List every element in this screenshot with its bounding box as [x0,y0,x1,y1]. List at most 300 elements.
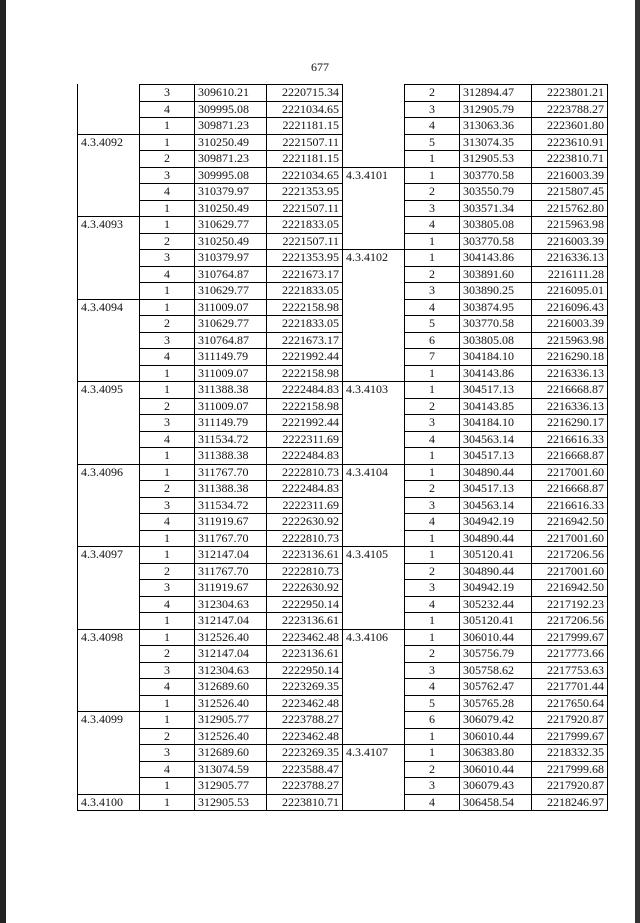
y-coordinate-cell: 2215762.80 [532,200,608,217]
point-number-cell: 2 [405,481,460,498]
parcel-id-cell [78,250,140,267]
parcel-id-cell: 4.3.4106 [343,629,405,646]
table-row [343,778,608,795]
y-coordinate-cell: 2223588.47 [267,761,343,778]
parcel-id-cell [78,563,140,580]
parcel-id-cell [343,646,405,663]
x-coordinate-cell: 311767.70 [195,530,267,547]
table-row [78,679,343,696]
table-row [343,563,608,580]
table-row [78,382,343,399]
table-row [343,184,608,201]
parcel-id-cell [78,613,140,630]
parcel-id-cell [343,118,405,135]
point-number-cell: 1 [405,365,460,382]
parcel-id-cell [343,481,405,498]
x-coordinate-cell: 311919.67 [195,514,267,531]
parcel-id-cell [343,365,405,382]
x-coordinate-cell: 312526.40 [195,728,267,745]
x-coordinate-cell: 305758.62 [460,662,532,679]
point-number-cell: 6 [405,332,460,349]
x-coordinate-cell: 313074.59 [195,761,267,778]
parcel-id-cell [343,563,405,580]
point-number-cell: 4 [140,266,195,283]
x-coordinate-cell: 304184.10 [460,415,532,432]
y-coordinate-cell: 2217773.66 [532,646,608,663]
table-row [78,101,343,118]
x-coordinate-cell: 304184.10 [460,349,532,366]
y-coordinate-cell: 2221992.44 [267,415,343,432]
table-row [343,514,608,531]
table-row [343,745,608,762]
table-row [343,646,608,663]
parcel-id-cell [343,134,405,151]
x-coordinate-cell: 311009.07 [195,299,267,316]
table-row [343,200,608,217]
parcel-id-cell [78,778,140,795]
y-coordinate-cell: 2222484.83 [267,382,343,399]
table-row [343,349,608,366]
point-number-cell: 4 [140,184,195,201]
table-row [343,332,608,349]
table-row [343,547,608,564]
point-number-cell: 1 [405,547,460,564]
point-number-cell: 4 [405,118,460,135]
parcel-id-cell [78,167,140,184]
point-number-cell: 1 [140,299,195,316]
point-number-cell: 2 [405,646,460,663]
parcel-id-cell: 4.3.4105 [343,547,405,564]
y-coordinate-cell: 2217701.44 [532,679,608,696]
parcel-id-cell: 4.3.4103 [343,382,405,399]
y-coordinate-cell: 2222810.73 [267,530,343,547]
y-coordinate-cell: 2223601.80 [532,118,608,135]
x-coordinate-cell: 304517.13 [460,481,532,498]
y-coordinate-cell: 2220715.34 [267,85,343,102]
y-coordinate-cell: 2222810.73 [267,464,343,481]
table-row [343,530,608,547]
x-coordinate-cell: 311149.79 [195,415,267,432]
x-coordinate-cell: 312905.79 [460,101,532,118]
y-coordinate-cell: 2221673.17 [267,266,343,283]
table-row [78,596,343,613]
y-coordinate-cell: 2216668.87 [532,481,608,498]
y-coordinate-cell: 2222484.83 [267,481,343,498]
point-number-cell: 3 [140,250,195,267]
parcel-id-cell: 4.3.4093 [78,217,140,234]
parcel-id-cell [78,332,140,349]
x-coordinate-cell: 309871.23 [195,118,267,135]
y-coordinate-cell: 2221833.05 [267,283,343,300]
point-number-cell: 1 [140,629,195,646]
x-coordinate-cell: 306458.54 [460,794,532,811]
y-coordinate-cell: 2221353.95 [267,250,343,267]
point-number-cell: 1 [405,728,460,745]
y-coordinate-cell: 2222158.98 [267,398,343,415]
parcel-id-cell [78,316,140,333]
point-number-cell: 2 [405,761,460,778]
parcel-id-cell [78,283,140,300]
y-coordinate-cell: 2217206.56 [532,547,608,564]
y-coordinate-cell: 2221034.65 [267,101,343,118]
y-coordinate-cell: 2221833.05 [267,217,343,234]
x-coordinate-cell: 310629.77 [195,316,267,333]
y-coordinate-cell: 2217001.60 [532,464,608,481]
parcel-id-cell [78,349,140,366]
y-coordinate-cell: 2216668.87 [532,448,608,465]
point-number-cell: 4 [140,431,195,448]
point-number-cell: 1 [405,382,460,399]
point-number-cell: 1 [140,778,195,795]
point-number-cell: 3 [140,745,195,762]
point-number-cell: 3 [405,778,460,795]
coordinates-table-left [77,84,343,811]
table-row [343,481,608,498]
point-number-cell: 1 [405,151,460,168]
point-number-cell: 3 [405,662,460,679]
x-coordinate-cell: 310629.77 [195,217,267,234]
y-coordinate-cell: 2222630.92 [267,514,343,531]
x-coordinate-cell: 305232.44 [460,596,532,613]
point-number-cell: 3 [405,283,460,300]
x-coordinate-cell: 312304.63 [195,662,267,679]
point-number-cell: 1 [405,530,460,547]
y-coordinate-cell: 2217001.60 [532,563,608,580]
parcel-id-cell: 4.3.4104 [343,464,405,481]
parcel-id-cell [78,398,140,415]
point-number-cell: 1 [405,613,460,630]
x-coordinate-cell: 304563.14 [460,497,532,514]
x-coordinate-cell: 304890.44 [460,530,532,547]
parcel-id-cell [343,349,405,366]
scan-edge-right [635,0,640,923]
x-coordinate-cell: 311534.72 [195,431,267,448]
x-coordinate-cell: 305765.28 [460,695,532,712]
x-coordinate-cell: 303805.08 [460,332,532,349]
x-coordinate-cell: 304890.44 [460,464,532,481]
table-row [78,415,343,432]
point-number-cell: 4 [140,761,195,778]
x-coordinate-cell: 303805.08 [460,217,532,234]
x-coordinate-cell: 303890.25 [460,283,532,300]
x-coordinate-cell: 311919.67 [195,580,267,597]
x-coordinate-cell: 309871.23 [195,151,267,168]
table-row [78,530,343,547]
point-number-cell: 3 [140,662,195,679]
point-number-cell: 3 [140,167,195,184]
point-number-cell: 3 [140,332,195,349]
x-coordinate-cell: 312905.53 [460,151,532,168]
x-coordinate-cell: 311388.38 [195,448,267,465]
x-coordinate-cell: 310250.49 [195,134,267,151]
table-row [78,481,343,498]
table-row [78,728,343,745]
table-row [343,415,608,432]
y-coordinate-cell: 2217206.56 [532,613,608,630]
x-coordinate-cell: 310379.97 [195,184,267,201]
parcel-id-cell [78,481,140,498]
x-coordinate-cell: 303770.58 [460,233,532,250]
table-row [343,728,608,745]
table-row [78,184,343,201]
table-row [78,778,343,795]
table-row [78,200,343,217]
parcel-id-cell [343,151,405,168]
x-coordinate-cell: 306010.44 [460,728,532,745]
y-coordinate-cell: 2223610.91 [532,134,608,151]
parcel-id-cell [343,217,405,234]
table-row [78,365,343,382]
point-number-cell: 2 [140,233,195,250]
y-coordinate-cell: 2215963.98 [532,217,608,234]
x-coordinate-cell: 311149.79 [195,349,267,366]
point-number-cell: 2 [405,398,460,415]
x-coordinate-cell: 311767.70 [195,464,267,481]
parcel-id-cell [343,728,405,745]
parcel-id-cell [343,761,405,778]
table-row [78,233,343,250]
y-coordinate-cell: 2217999.67 [532,629,608,646]
y-coordinate-cell: 2217999.67 [532,728,608,745]
table-row [78,580,343,597]
x-coordinate-cell: 312905.77 [195,778,267,795]
table-row [78,712,343,729]
point-number-cell: 1 [140,464,195,481]
point-number-cell: 4 [405,679,460,696]
table-row [343,283,608,300]
x-coordinate-cell: 312905.77 [195,712,267,729]
parcel-id-cell [78,101,140,118]
y-coordinate-cell: 2216003.39 [532,167,608,184]
point-number-cell: 2 [140,398,195,415]
table-row [78,464,343,481]
parcel-id-cell [78,200,140,217]
table-row [343,794,608,811]
x-coordinate-cell: 312147.04 [195,547,267,564]
point-number-cell: 4 [140,349,195,366]
y-coordinate-cell: 2217920.87 [532,712,608,729]
point-number-cell: 1 [140,134,195,151]
y-coordinate-cell: 2216290.18 [532,349,608,366]
y-coordinate-cell: 2218246.97 [532,794,608,811]
point-number-cell: 1 [140,695,195,712]
x-coordinate-cell: 305756.79 [460,646,532,663]
point-number-cell: 1 [140,794,195,811]
x-coordinate-cell: 306079.43 [460,778,532,795]
table-row [343,464,608,481]
point-number-cell: 4 [405,217,460,234]
parcel-id-cell: 4.3.4100 [78,794,140,811]
y-coordinate-cell: 2223801.21 [532,85,608,102]
point-number-cell: 3 [405,497,460,514]
y-coordinate-cell: 2216668.87 [532,382,608,399]
table-row [343,151,608,168]
x-coordinate-cell: 309995.08 [195,167,267,184]
parcel-id-cell [78,761,140,778]
x-coordinate-cell: 306010.44 [460,629,532,646]
parcel-id-cell [343,613,405,630]
x-coordinate-cell: 306383.80 [460,745,532,762]
parcel-id-cell [78,184,140,201]
y-coordinate-cell: 2221507.11 [267,200,343,217]
table-row [78,514,343,531]
x-coordinate-cell: 304143.86 [460,365,532,382]
point-number-cell: 1 [140,118,195,135]
parcel-id-cell: 4.3.4101 [343,167,405,184]
table-row [343,431,608,448]
y-coordinate-cell: 2222311.69 [267,431,343,448]
table-row [78,398,343,415]
point-number-cell: 6 [405,712,460,729]
point-number-cell: 3 [140,580,195,597]
parcel-id-cell: 4.3.4094 [78,299,140,316]
parcel-id-cell: 4.3.4095 [78,382,140,399]
parcel-id-cell [343,778,405,795]
point-number-cell: 1 [140,365,195,382]
point-number-cell: 1 [405,250,460,267]
x-coordinate-cell: 311388.38 [195,481,267,498]
y-coordinate-cell: 2216336.13 [532,250,608,267]
point-number-cell: 3 [405,101,460,118]
parcel-id-cell [78,151,140,168]
table-row [343,316,608,333]
x-coordinate-cell: 311534.72 [195,497,267,514]
y-coordinate-cell: 2221507.11 [267,233,343,250]
parcel-id-cell [343,695,405,712]
table-row [78,134,343,151]
point-number-cell: 1 [140,200,195,217]
y-coordinate-cell: 2222950.14 [267,662,343,679]
point-number-cell: 4 [140,679,195,696]
table-row [78,563,343,580]
point-number-cell: 1 [140,283,195,300]
y-coordinate-cell: 2217920.87 [532,778,608,795]
table-row [343,101,608,118]
table-row [343,448,608,465]
scan-edge-left [0,0,6,923]
table-row [343,662,608,679]
table-row [78,151,343,168]
table-row [78,349,343,366]
table-row [343,695,608,712]
y-coordinate-cell: 2217999.68 [532,761,608,778]
point-number-cell: 4 [405,794,460,811]
table-row [78,629,343,646]
coordinates-table-right [342,84,608,811]
x-coordinate-cell: 306010.44 [460,761,532,778]
y-coordinate-cell: 2223136.61 [267,547,343,564]
table-row [343,613,608,630]
x-coordinate-cell: 310250.49 [195,200,267,217]
point-number-cell: 1 [405,167,460,184]
y-coordinate-cell: 2221181.15 [267,118,343,135]
table-row [78,250,343,267]
point-number-cell: 3 [405,415,460,432]
y-coordinate-cell: 2216336.13 [532,398,608,415]
point-number-cell: 4 [140,514,195,531]
parcel-id-cell [78,85,140,102]
x-coordinate-cell: 311767.70 [195,563,267,580]
coordinates-table-body [343,85,608,811]
x-coordinate-cell: 303550.79 [460,184,532,201]
table-row [78,118,343,135]
point-number-cell: 5 [405,316,460,333]
parcel-id-cell [78,728,140,745]
table-row [78,745,343,762]
y-coordinate-cell: 2216942.50 [532,514,608,531]
point-number-cell: 2 [405,266,460,283]
table-row [343,233,608,250]
x-coordinate-cell: 312147.04 [195,646,267,663]
point-number-cell: 1 [405,629,460,646]
table-row [78,217,343,234]
parcel-id-cell [78,679,140,696]
y-coordinate-cell: 2216942.50 [532,580,608,597]
table-row [78,431,343,448]
point-number-cell: 3 [405,200,460,217]
point-number-cell: 1 [405,233,460,250]
table-row [78,85,343,102]
parcel-id-cell [343,497,405,514]
x-coordinate-cell: 304143.86 [460,250,532,267]
y-coordinate-cell: 2216003.39 [532,316,608,333]
parcel-id-cell: 4.3.4097 [78,547,140,564]
point-number-cell: 1 [140,448,195,465]
parcel-id-cell [343,200,405,217]
x-coordinate-cell: 303874.95 [460,299,532,316]
y-coordinate-cell: 2221507.11 [267,134,343,151]
table-row [78,332,343,349]
point-number-cell: 4 [405,431,460,448]
table-row [343,266,608,283]
parcel-id-cell: 4.3.4092 [78,134,140,151]
y-coordinate-cell: 2215963.98 [532,332,608,349]
x-coordinate-cell: 312147.04 [195,613,267,630]
x-coordinate-cell: 303770.58 [460,167,532,184]
parcel-id-cell: 4.3.4099 [78,712,140,729]
table-row [343,365,608,382]
y-coordinate-cell: 2216616.33 [532,497,608,514]
y-coordinate-cell: 2221034.65 [267,167,343,184]
parcel-id-cell [78,580,140,597]
x-coordinate-cell: 312689.60 [195,745,267,762]
y-coordinate-cell: 2223462.48 [267,629,343,646]
y-coordinate-cell: 2217753.63 [532,662,608,679]
y-coordinate-cell: 2223462.48 [267,728,343,745]
point-number-cell: 2 [405,563,460,580]
parcel-id-cell [78,695,140,712]
y-coordinate-cell: 2223788.27 [267,778,343,795]
point-number-cell: 2 [405,85,460,102]
x-coordinate-cell: 304143.85 [460,398,532,415]
table-row [343,596,608,613]
x-coordinate-cell: 310764.87 [195,332,267,349]
y-coordinate-cell: 2222158.98 [267,365,343,382]
table-row [343,118,608,135]
point-number-cell: 2 [140,728,195,745]
point-number-cell: 4 [140,596,195,613]
parcel-id-cell [343,184,405,201]
point-number-cell: 4 [140,101,195,118]
table-row [78,761,343,778]
x-coordinate-cell: 310629.77 [195,283,267,300]
parcel-id-cell [78,415,140,432]
y-coordinate-cell: 2222810.73 [267,563,343,580]
y-coordinate-cell: 2222158.98 [267,299,343,316]
x-coordinate-cell: 312894.47 [460,85,532,102]
y-coordinate-cell: 2216290.17 [532,415,608,432]
parcel-id-cell [343,530,405,547]
